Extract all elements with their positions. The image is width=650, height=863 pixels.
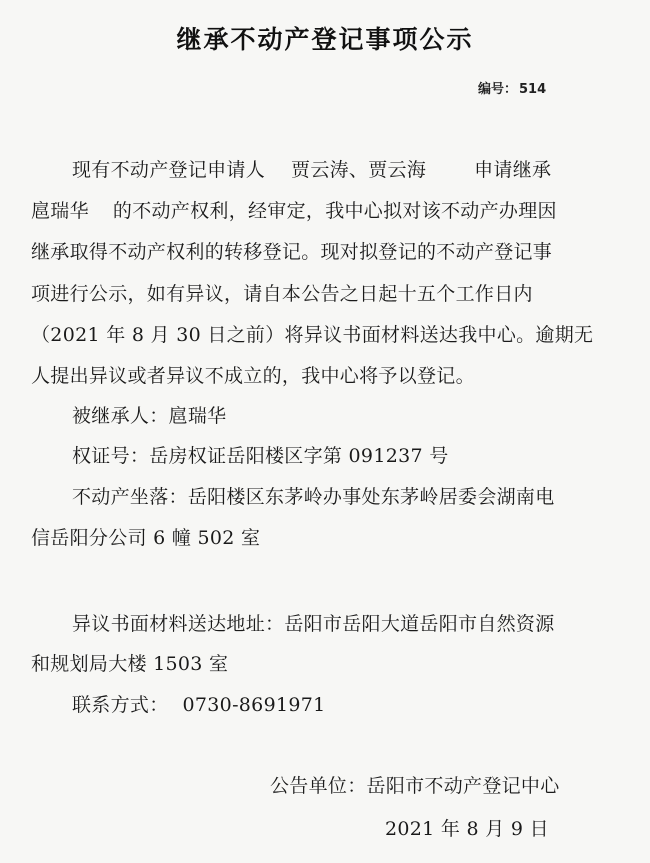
document-number [478,78,546,97]
page-title: 继承不动产登记事项公示 [176,25,474,54]
paragraph-line-2 [31,199,557,223]
location-value-line-1: 岳阳楼区东茅岭办事处东茅岭居委会湖南电 [187,486,555,508]
paragraph-line-6: 人提出异议或者异议不成立的，我中心将予以登记。 [31,365,475,387]
decedent-field [72,404,226,428]
issuer-value: 岳阳市不动产登记中心 [366,775,560,797]
objection-address-value-line-1: 岳阳市岳阳大道岳阳市自然资源 [284,613,555,635]
issuer-field [270,774,560,798]
certificate-label: 权证号： [72,445,150,467]
apply-inherit-text: 申请继承 [474,159,552,181]
issuer-label: 公告单位： [270,775,367,797]
decedent-label: 被继承人： [72,405,169,427]
objection-address-field [72,612,555,636]
contact-phone: 0730-8691971 [182,694,326,716]
objection-address-label: 异议书面材料送达地址： [72,613,285,635]
paragraph-line-2-rest: 的不动产权利，经审定，我中心拟对该不动产办理因 [112,200,557,222]
paragraph-line-3: 继承取得不动产权利的转移登记。现对拟登记的不动产登记事 [31,241,553,263]
certificate-field [72,444,449,468]
paragraph-line-1 [72,158,551,182]
document-number-label: 编号： [478,82,518,97]
location-value-line-2: 信岳阳分公司 6 幢 502 室 [31,527,261,549]
paragraph-line-4: 项进行公示，如有异议，请自本公告之日起十五个工作日内 [31,283,533,305]
document-number-value: 514 [519,82,547,97]
location-label: 不动产坐落： [72,486,188,508]
decedent-value: 扈瑞华 [168,405,227,427]
applicants-names: 贾云涛、贾云海 [291,159,427,181]
objection-address-value-line-2: 和规划局大楼 1503 室 [31,653,229,675]
intro-text: 现有不动产登记申请人 [72,159,266,181]
contact-label: 联系方式： [72,694,169,716]
decedent-name-inline: 扈瑞华 [31,200,89,222]
location-field [72,485,555,509]
contact-field [72,693,326,717]
paragraph-line-5: （2021 年 8 月 30 日之前）将异议书面材料送达我中心。逾期无 [31,324,594,346]
notice-date: 2021 年 8 月 9 日 [385,818,549,840]
certificate-value: 岳房权证岳阳楼区字第 091237 号 [149,445,449,467]
